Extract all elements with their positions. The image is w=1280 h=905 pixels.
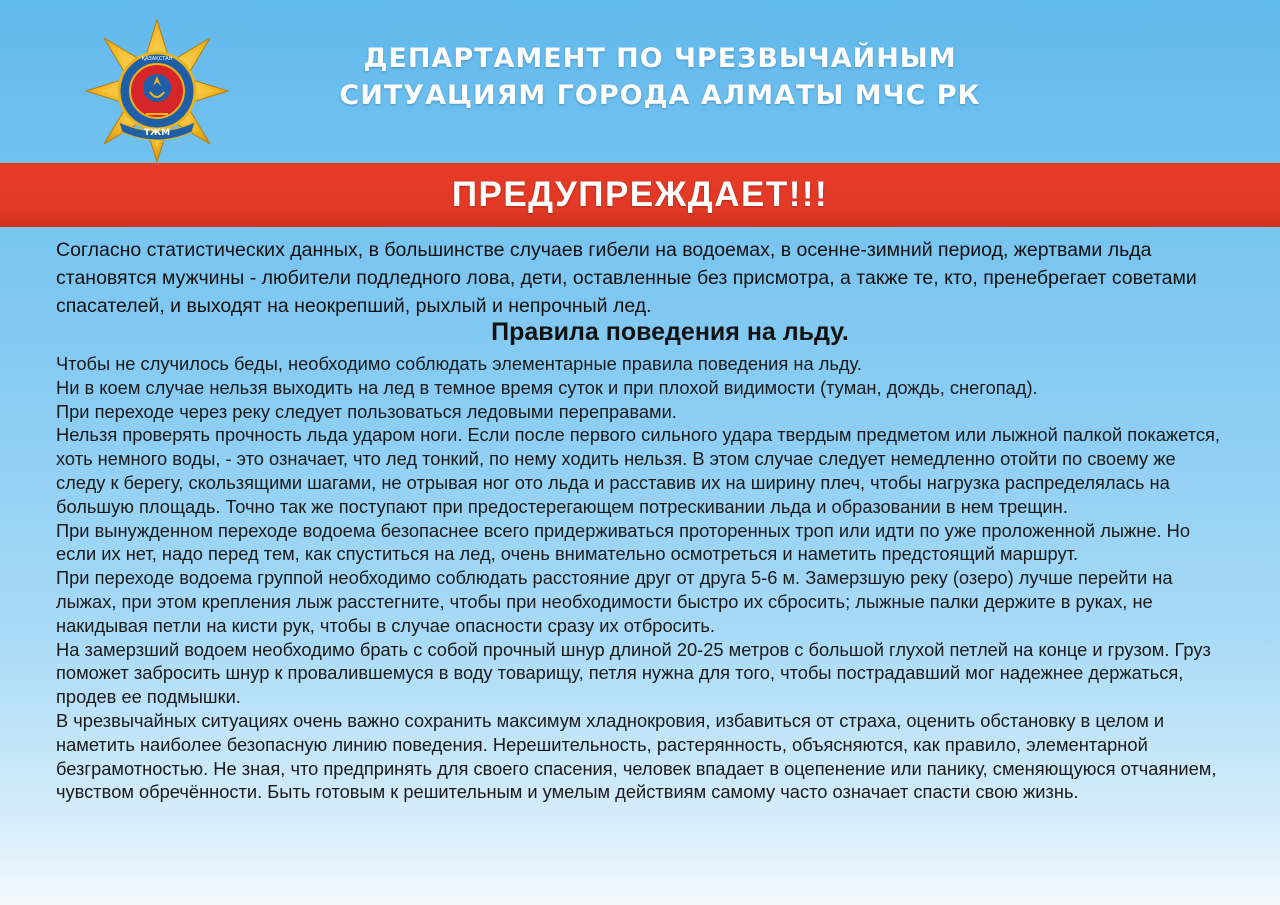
rule-item: В чрезвычайных ситуациях очень важно сохранить максимум хладнокровия, избавиться от страха, оценить обстановку в целом и наметить наиболее безопасную линию поведения. Нерешительность, растерянность, объясняются, как правило, элементарной безграмотностью. Не зная, что предпринять для своего спасения, человек впадает в оцепенение или панику, сменяющуюся отчаянием, чувством обречённости. Быть готовым к решительным и умелым действиям самому часто означает спасти свою жизнь. (56, 709, 1217, 803)
rule-item: При переходе водоема группой необходимо соблюдать расстояние друг от друга 5-6 м. Замерзшую реку (озеро) лучше перейти на лыжах, при этом крепления лыж расстегните, чтобы при необходимости быстро их сбросить; лыжные палки держите в руках, не накидывая петли на кисти рук, чтобы в случае опасности сразу их отбросить. (56, 567, 1173, 636)
emergency-ministry-star-emblem-icon (84, 18, 230, 164)
rules-list (56, 352, 1226, 804)
rule-item: Нельзя проверять прочность льда ударом ноги. Если после первого сильного удара твердым предметом или лыжной палкой покажется, хоть немного воды, - это означает, что лед тонкий, по нему ходить нельзя. В этом случае следует немедленно отойти по своему же следу к берегу, скользящими шагами, не отрывая ног ото льда и расставив их на ширину плеч, чтобы нагрузка распределялась на большую площадь. Точно так же поступают при предостерегающем потрескивании льда и образовании в нем трещин. (56, 424, 1220, 517)
emblem-logo (84, 18, 230, 164)
rule-item: Ни в коем случае нельзя выходить на лед в темное время суток и при плохой видимости (туман, дождь, снегопад). (56, 376, 1038, 398)
rule-item: Чтобы не случилось беды, необходимо соблюдать элементарные правила поведения на льду. (56, 353, 862, 374)
rule-item: На замерзший водоем необходимо брать с собой прочный шнур длиной 20-25 метров с большой глухой петлей на конце и грузом. Груз поможет забросить шнур к провалившемуся в воду товарищу, петля нужна для того, чтобы пострадавший мог надежнее держаться, продев ее подмышки. (56, 638, 1211, 708)
rule-item: При вынужденном переходе водоема безопаснее всего придерживаться проторенных троп или идти по уже проложенной лыжне. Но если их нет, надо перед тем, как спуститься на лед, очень внимательно осмотреться и наметить предстоящий маршрут. (56, 519, 1191, 565)
emblem-bottom-text: ТЖМ (143, 128, 171, 138)
department-title-line1: ДЕПАРТАМЕНТ ПО ЧРЕЗВЫЧАЙНЫМ (363, 43, 957, 74)
warning-banner-text: ПРЕДУПРЕЖДАЕТ!!! (451, 175, 829, 214)
rules-heading: Правила поведения на льду. (491, 318, 849, 346)
intro-paragraph: Согласно статистических данных, в большинстве случаев гибели на водоемах, в осенне-зимний период, жертвами льда становятся мужчины - любители подледного лова, дети, оставленные без присмотра, а также те, кто, пренебрегает советами спасателей, и выходят на неокрепший, рыхлый и непрочный лед. (56, 239, 1197, 317)
emblem-top-text: ҚАЗАҚСТАН (141, 56, 173, 62)
department-title-line2: СИТУАЦИЯМ ГОРОДА АЛМАТЫ МЧС РК (339, 80, 981, 111)
department-title (300, 40, 1020, 114)
rule-item: При переходе через реку следует пользоваться ледовыми переправами. (56, 400, 677, 422)
